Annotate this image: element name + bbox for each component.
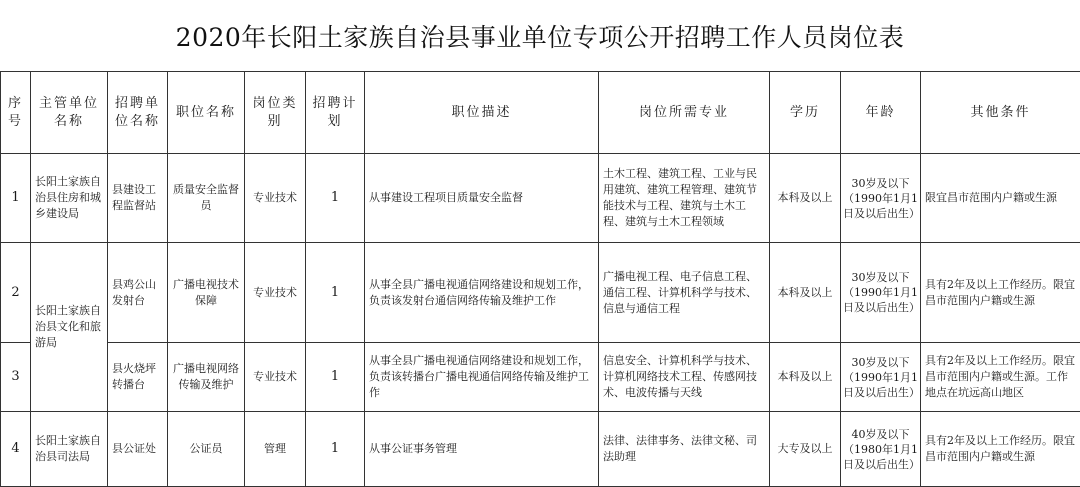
cell-description: 从事全县广播电视通信网络建设和规划工作，负责该转播台广播电视通信网络传输及维护工作 (365, 343, 599, 412)
cell-category: 管理 (245, 412, 306, 487)
cell-category: 专业技术 (245, 243, 306, 343)
header-education: 学历 (770, 72, 841, 154)
cell-major: 法律、法律事务、法律文秘、司法助理 (599, 412, 770, 487)
header-seq: 序号 (1, 72, 31, 154)
cell-other: 具有2年及以上工作经历。限宜昌市范围内户籍或生源 (921, 412, 1080, 487)
cell-seq: 2 (1, 243, 31, 343)
cell-position: 广播电视网络传输及维护 (168, 343, 245, 412)
cell-major: 信息安全、计算机科学与技术、计算机网络技术工程、传感网技术、电波传播与天线 (599, 343, 770, 412)
table-row (1, 412, 1080, 487)
cell-description: 从事公证事务管理 (365, 412, 599, 487)
header-position: 职位名称 (168, 72, 245, 154)
table-row (1, 343, 1080, 412)
cell-other: 具有2年及以上工作经历。限宜昌市范围内户籍或生源 (921, 243, 1080, 343)
cell-plan: 1 (306, 154, 365, 243)
header-unit: 招聘单位名称 (108, 72, 168, 154)
cell-age: 30岁及以下（1990年1月1日及以后出生） (841, 243, 921, 343)
cell-education: 本科及以上 (770, 343, 841, 412)
table-header-row (1, 72, 1080, 154)
cell-education: 大专及以上 (770, 412, 841, 487)
cell-description: 从事全县广播电视通信网络建设和规划工作，负责该发射台通信网络传输及维护工作 (365, 243, 599, 343)
cell-position: 广播电视技术保障 (168, 243, 245, 343)
cell-dept: 长阳土家族自治县文化和旅游局 (31, 243, 108, 412)
cell-major: 土木工程、建筑工程、工业与民用建筑、建筑工程管理、建筑节能技术与工程、建筑与土木工程、建筑与土木工程领域 (599, 154, 770, 243)
header-major: 岗位所需专业 (599, 72, 770, 154)
cell-dept: 长阳土家族自治县住房和城乡建设局 (31, 154, 108, 243)
cell-seq: 3 (1, 343, 31, 412)
table-row (1, 154, 1080, 243)
cell-category: 专业技术 (245, 343, 306, 412)
header-dept: 主管单位名称 (31, 72, 108, 154)
cell-education: 本科及以上 (770, 243, 841, 343)
cell-age: 30岁及以下（1990年1月1日及以后出生） (841, 154, 921, 243)
cell-category: 专业技术 (245, 154, 306, 243)
cell-position: 公证员 (168, 412, 245, 487)
cell-other: 限宜昌市范围内户籍或生源 (921, 154, 1080, 243)
cell-dept: 长阳土家族自治县司法局 (31, 412, 108, 487)
cell-unit: 县公证处 (108, 412, 168, 487)
positions-table (0, 71, 1080, 487)
cell-plan: 1 (306, 243, 365, 343)
page-title: 2020年长阳土家族自治县事业单位专项公开招聘工作人员岗位表 (0, 0, 1080, 72)
cell-seq: 4 (1, 412, 31, 487)
cell-major: 广播电视工程、电子信息工程、通信工程、计算机科学与技术、信息与通信工程 (599, 243, 770, 343)
cell-other: 具有2年及以上工作经历。限宜昌市范围内户籍或生源。工作地点在坑远高山地区 (921, 343, 1080, 412)
cell-age: 40岁及以下（1980年1月1日及以后出生） (841, 412, 921, 487)
cell-position: 质量安全监督员 (168, 154, 245, 243)
cell-plan: 1 (306, 343, 365, 412)
header-age: 年龄 (841, 72, 921, 154)
cell-unit: 县火烧坪转播台 (108, 343, 168, 412)
cell-plan: 1 (306, 412, 365, 487)
header-description: 职位描述 (365, 72, 599, 154)
header-other: 其他条件 (921, 72, 1080, 154)
cell-unit: 县鸡公山发射台 (108, 243, 168, 343)
header-plan: 招聘计划 (306, 72, 365, 154)
header-category: 岗位类别 (245, 72, 306, 154)
cell-unit: 县建设工程监督站 (108, 154, 168, 243)
cell-education: 本科及以上 (770, 154, 841, 243)
cell-age: 30岁及以下（1990年1月1日及以后出生） (841, 343, 921, 412)
table-row (1, 243, 1080, 343)
cell-description: 从事建设工程项目质量安全监督 (365, 154, 599, 243)
cell-seq: 1 (1, 154, 31, 243)
